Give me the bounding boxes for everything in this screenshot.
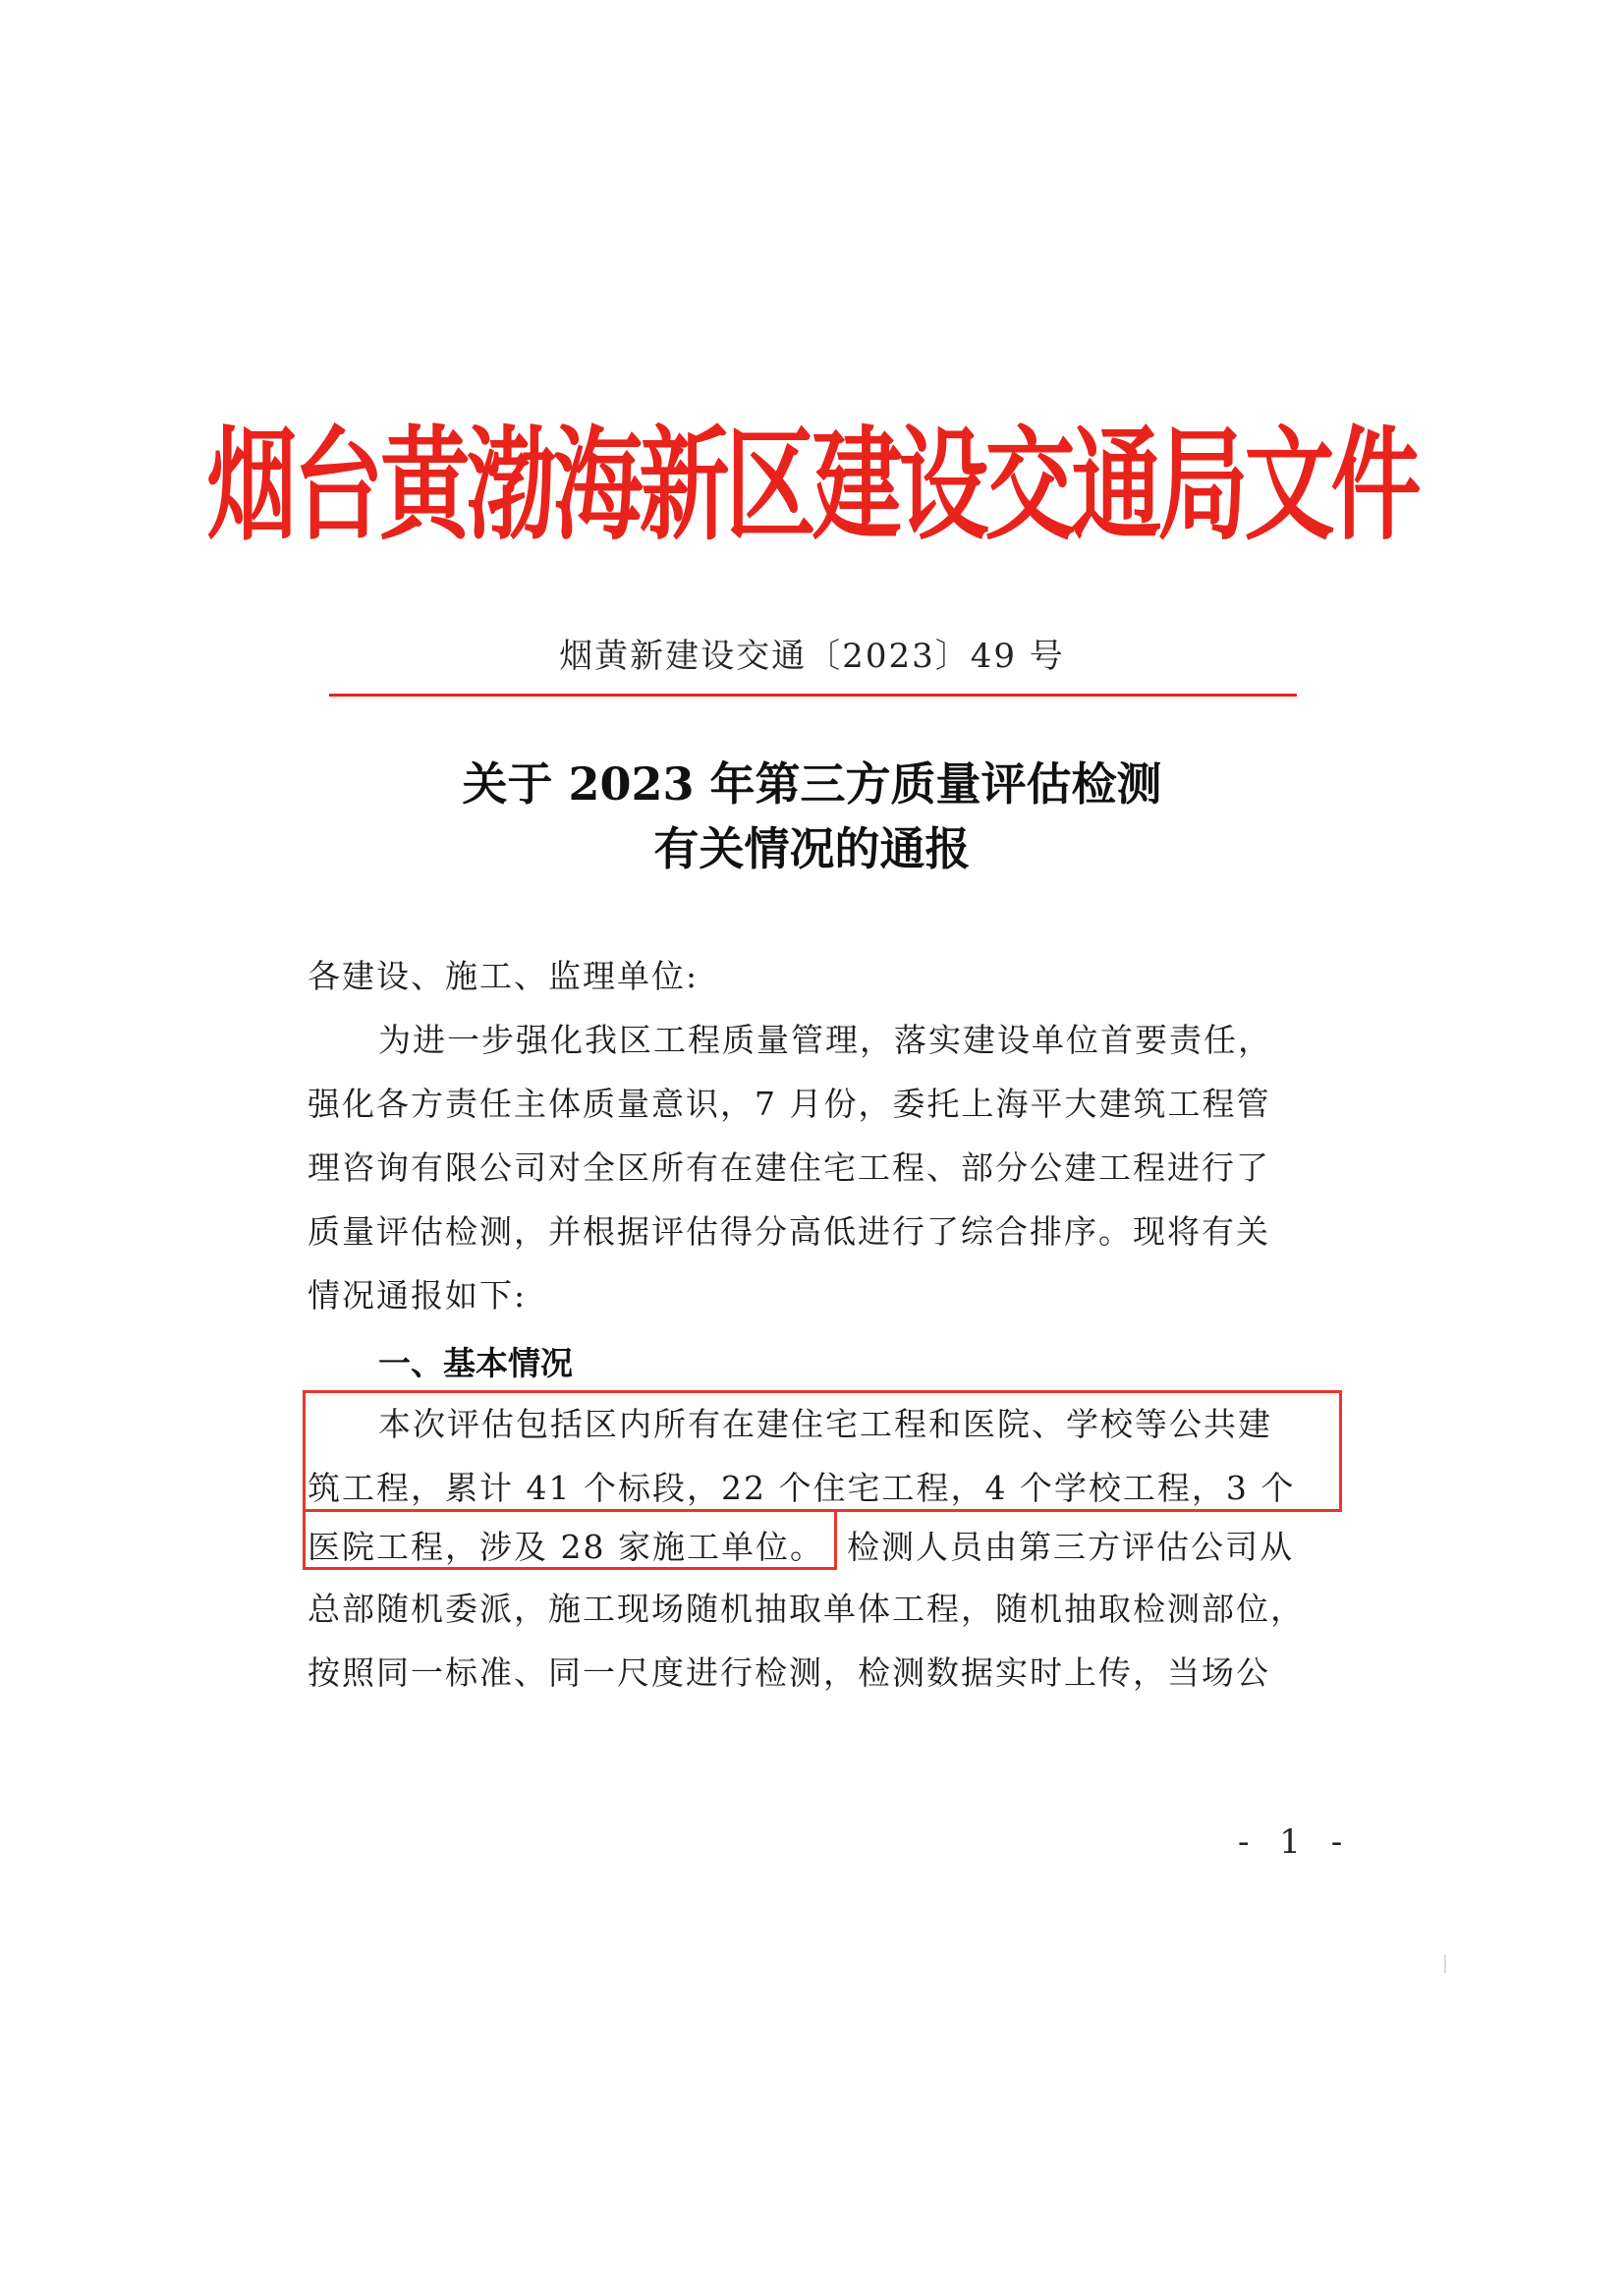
section-line: 本次评估包括区内所有在建住宅工程和医院、学校等公共建 [378,1405,1272,1443]
section-heading-basic: 一、基本情况 [378,1344,573,1382]
title-line-1: 关于 2023 年第三方质量评估检测 [462,757,1162,811]
intro-line: 理咨询有限公司对全区所有在建住宅工程、部分公建工程进行了 [308,1148,1270,1187]
document-number: 烟黄新建设交通〔2023〕49 号 [559,637,1065,676]
section-line: 筑工程，累计 41 个标段，22 个住宅工程，4 个学校工程，3 个 [308,1469,1296,1507]
section-line-highlighted: 医院工程，涉及 28 家施工单位。 [308,1528,824,1566]
page-number: - 1 - [1238,1822,1353,1862]
document-title [0,752,1624,881]
intro-line: 情况通报如下: [308,1276,528,1315]
intro-line: 质量评估检测，并根据评估得分高低进行了综合排序。现将有关 [308,1212,1270,1251]
section-line: 总部随机委派，施工现场随机抽取单体工程，随机抽取检测部位， [308,1590,1305,1628]
salutation: 各建设、施工、监理单位: [308,957,700,995]
section-line-continued: 检测人员由第三方评估公司从 [847,1528,1294,1566]
header-divider [329,694,1297,697]
agency-header: 烟台黄渤海新区建设交通局文件 [206,415,1418,557]
section-line: 按照同一标准、同一尺度进行检测，检测数据实时上传，当场公 [308,1653,1270,1692]
intro-line: 为进一步强化我区工程质量管理，落实建设单位首要责任， [378,1021,1272,1059]
scan-artifact [1444,1955,1446,1973]
intro-line: 强化各方责任主体质量意识，7 月份，委托上海平大建筑工程管 [308,1085,1271,1123]
title-line-2: 有关情况的通报 [653,822,971,875]
